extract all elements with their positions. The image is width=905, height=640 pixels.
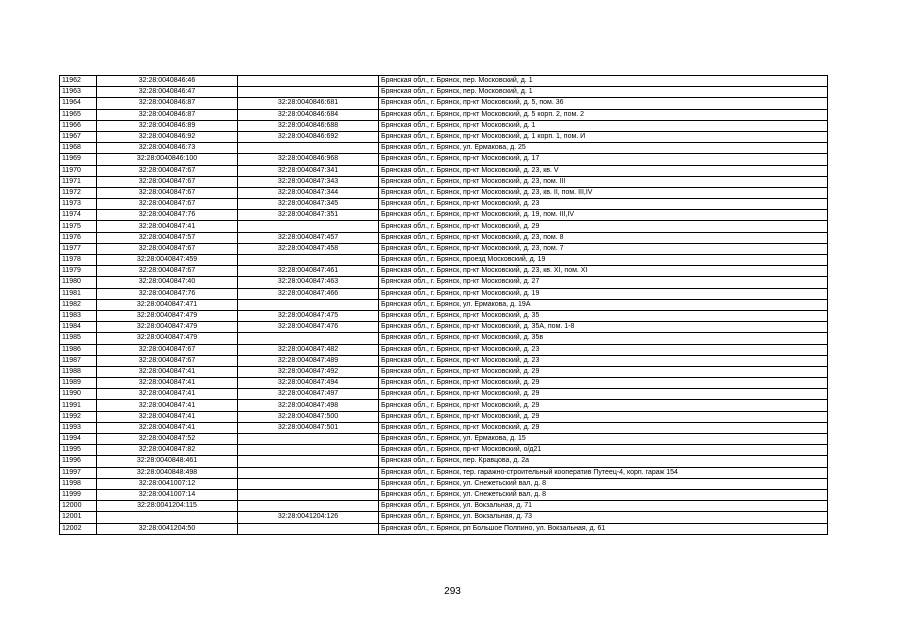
table-row bbox=[60, 199, 828, 210]
table-row bbox=[60, 232, 828, 243]
address-cell: Брянская обл., г. Брянск, ул. Ермакова, д. 19А bbox=[379, 299, 828, 310]
row-number-cell: 11979 bbox=[60, 266, 97, 277]
object-number-cell bbox=[238, 434, 379, 445]
row-number-cell: 11987 bbox=[60, 355, 97, 366]
row-number-cell: 11966 bbox=[60, 120, 97, 131]
address-cell: Брянская обл., г. Брянск, пр-кт Московский, д. 17 bbox=[379, 154, 828, 165]
cadastral-number-cell: 32:28:0040847:41 bbox=[97, 389, 238, 400]
object-number-cell: 32:28:0040847:497 bbox=[238, 389, 379, 400]
table-row bbox=[60, 210, 828, 221]
table-row bbox=[60, 344, 828, 355]
object-number-cell: 32:28:0040847:345 bbox=[238, 199, 379, 210]
object-number-cell bbox=[238, 221, 379, 232]
address-cell: Брянская обл., г. Брянск, пр-кт Московский, д. 23, кв. II, пом. III,IV bbox=[379, 187, 828, 198]
row-number-cell: 12000 bbox=[60, 501, 97, 512]
cadastral-number-cell: 32:28:0040847:41 bbox=[97, 400, 238, 411]
row-number-cell: 12001 bbox=[60, 512, 97, 523]
cadastral-number-cell: 32:28:0040846:100 bbox=[97, 154, 238, 165]
cadastral-number-cell: 32:28:0040847:41 bbox=[97, 378, 238, 389]
table-row bbox=[60, 288, 828, 299]
row-number-cell: 11988 bbox=[60, 366, 97, 377]
cadastral-number-cell: 32:28:0040847:67 bbox=[97, 266, 238, 277]
address-cell: Брянская обл., г. Брянск, пр-кт Московский, д. 5 корп. 2, пом. 2 bbox=[379, 109, 828, 120]
cadastral-number-cell: 32:28:0040847:82 bbox=[97, 445, 238, 456]
row-number-cell: 11981 bbox=[60, 288, 97, 299]
row-number-cell: 11993 bbox=[60, 422, 97, 433]
object-number-cell: 32:28:0040847:463 bbox=[238, 277, 379, 288]
address-cell: Брянская обл., г. Брянск, тер. гаражно-строительный кооператив Путеец-4, корп. гараж 154 bbox=[379, 467, 828, 478]
table-row bbox=[60, 467, 828, 478]
address-cell: Брянская обл., г. Брянск, пр-кт Московский, д. 19 bbox=[379, 288, 828, 299]
cadastral-number-cell: 32:28:0040848:498 bbox=[97, 467, 238, 478]
row-number-cell: 11973 bbox=[60, 199, 97, 210]
object-number-cell bbox=[238, 255, 379, 266]
object-number-cell: 32:28:0040847:494 bbox=[238, 378, 379, 389]
table-row bbox=[60, 322, 828, 333]
cadastral-number-cell: 32:28:0040847:76 bbox=[97, 288, 238, 299]
table-row bbox=[60, 221, 828, 232]
address-cell: Брянская обл., г. Брянск, пр-кт Московский, д. 23 bbox=[379, 355, 828, 366]
object-number-cell: 32:28:0040846:692 bbox=[238, 131, 379, 142]
cadastral-number-cell: 32:28:0041204:115 bbox=[97, 501, 238, 512]
cadastral-number-cell: 32:28:0040846:46 bbox=[97, 76, 238, 87]
table-row bbox=[60, 523, 828, 534]
table-row bbox=[60, 389, 828, 400]
cadastral-number-cell: 32:28:0040847:67 bbox=[97, 165, 238, 176]
cadastral-number-cell: 32:28:0040847:67 bbox=[97, 176, 238, 187]
object-number-cell: 32:28:0040847:466 bbox=[238, 288, 379, 299]
row-number-cell: 11971 bbox=[60, 176, 97, 187]
object-number-cell: 32:28:0040846:681 bbox=[238, 98, 379, 109]
table-row bbox=[60, 165, 828, 176]
cadastral-number-cell: 32:28:0040846:47 bbox=[97, 87, 238, 98]
table-row bbox=[60, 456, 828, 467]
object-number-cell bbox=[238, 87, 379, 98]
cadastral-number-cell: 32:28:0040847:76 bbox=[97, 210, 238, 221]
row-number-cell: 11965 bbox=[60, 109, 97, 120]
object-number-cell bbox=[238, 489, 379, 500]
cadastral-number-cell: 32:28:0041007:14 bbox=[97, 489, 238, 500]
address-cell: Брянская обл., г. Брянск, проезд Московский, д. 19 bbox=[379, 255, 828, 266]
address-cell: Брянская обл., г. Брянск, пр-кт Московский, д. 23 bbox=[379, 344, 828, 355]
row-number-cell: 11976 bbox=[60, 232, 97, 243]
table-row bbox=[60, 478, 828, 489]
cadastral-number-cell: 32:28:0040847:41 bbox=[97, 221, 238, 232]
cadastral-number-cell: 32:28:0040846:87 bbox=[97, 109, 238, 120]
cadastral-number-cell: 32:28:0040847:67 bbox=[97, 187, 238, 198]
row-number-cell: 11995 bbox=[60, 445, 97, 456]
table-row bbox=[60, 378, 828, 389]
row-number-cell: 11989 bbox=[60, 378, 97, 389]
row-number-cell: 11970 bbox=[60, 165, 97, 176]
table-row bbox=[60, 299, 828, 310]
object-number-cell bbox=[238, 445, 379, 456]
address-cell: Брянская обл., г. Брянск, пер. Кравцова, д. 2а bbox=[379, 456, 828, 467]
address-cell: Брянская обл., г. Брянск, пр-кт Московский, д. 29 bbox=[379, 221, 828, 232]
cadastral-number-cell: 32:28:0040847:479 bbox=[97, 310, 238, 321]
object-number-cell bbox=[238, 299, 379, 310]
table-row bbox=[60, 411, 828, 422]
address-cell: Брянская обл., г. Брянск, пр-кт Московский, д. 23, пом. 7 bbox=[379, 243, 828, 254]
cadastral-number-cell: 32:28:0041007:12 bbox=[97, 478, 238, 489]
row-number-cell: 11999 bbox=[60, 489, 97, 500]
cadastral-number-cell: 32:28:0040847:57 bbox=[97, 232, 238, 243]
address-cell: Брянская обл., г. Брянск, ул. Снежетьский вал, д. 8 bbox=[379, 478, 828, 489]
table-row bbox=[60, 187, 828, 198]
table-row bbox=[60, 422, 828, 433]
table-row bbox=[60, 445, 828, 456]
row-number-cell: 11990 bbox=[60, 389, 97, 400]
address-cell: Брянская обл., г. Брянск, ул. Снежетьский вал, д. 8 bbox=[379, 489, 828, 500]
cadastral-number-cell: 32:28:0040847:41 bbox=[97, 422, 238, 433]
object-number-cell: 32:28:0040847:498 bbox=[238, 400, 379, 411]
row-number-cell: 11962 bbox=[60, 76, 97, 87]
table-row bbox=[60, 120, 828, 131]
object-number-cell bbox=[238, 523, 379, 534]
object-number-cell: 32:28:0040846:968 bbox=[238, 154, 379, 165]
cadastral-number-cell: 32:28:0040847:479 bbox=[97, 322, 238, 333]
row-number-cell: 11994 bbox=[60, 434, 97, 445]
row-number-cell: 12002 bbox=[60, 523, 97, 534]
row-number-cell: 11964 bbox=[60, 98, 97, 109]
row-number-cell: 11974 bbox=[60, 210, 97, 221]
object-number-cell bbox=[238, 76, 379, 87]
cadastral-number-cell: 32:28:0040846:89 bbox=[97, 120, 238, 131]
table-row bbox=[60, 98, 828, 109]
row-number-cell: 11980 bbox=[60, 277, 97, 288]
object-number-cell: 32:28:0040847:341 bbox=[238, 165, 379, 176]
row-number-cell: 11968 bbox=[60, 143, 97, 154]
address-cell: Брянская обл., г. Брянск, пр-кт Московский, д. 29 bbox=[379, 378, 828, 389]
table-row bbox=[60, 333, 828, 344]
object-number-cell bbox=[238, 456, 379, 467]
address-cell: Брянская обл., г. Брянск, пр-кт Московский, д. 19, пом. III,IV bbox=[379, 210, 828, 221]
table-row bbox=[60, 310, 828, 321]
row-number-cell: 11977 bbox=[60, 243, 97, 254]
table-row bbox=[60, 489, 828, 500]
address-cell: Брянская обл., г. Брянск, ул. Ермакова, д. 15 bbox=[379, 434, 828, 445]
object-number-cell: 32:28:0040847:489 bbox=[238, 355, 379, 366]
object-number-cell: 32:28:0040847:501 bbox=[238, 422, 379, 433]
object-number-cell: 32:28:0040846:688 bbox=[238, 120, 379, 131]
cadastral-number-cell: 32:28:0040847:67 bbox=[97, 199, 238, 210]
table-row bbox=[60, 109, 828, 120]
table-row bbox=[60, 400, 828, 411]
address-cell: Брянская обл., г. Брянск, пер. Московский, д. 1 bbox=[379, 87, 828, 98]
cadastral-number-cell: 32:28:0040847:40 bbox=[97, 277, 238, 288]
cadastral-number-cell: 32:28:0040846:92 bbox=[97, 131, 238, 142]
row-number-cell: 11997 bbox=[60, 467, 97, 478]
row-number-cell: 11969 bbox=[60, 154, 97, 165]
object-number-cell: 32:28:0040847:351 bbox=[238, 210, 379, 221]
table-row bbox=[60, 143, 828, 154]
cadastral-number-cell: 32:28:0040847:52 bbox=[97, 434, 238, 445]
address-cell: Брянская обл., г. Брянск, ул. Вокзальная, д. 71 bbox=[379, 501, 828, 512]
page-number: 293 bbox=[444, 586, 461, 597]
cadastral-number-cell: 32:28:0040846:73 bbox=[97, 143, 238, 154]
object-number-cell: 32:28:0040847:500 bbox=[238, 411, 379, 422]
object-number-cell bbox=[238, 478, 379, 489]
address-cell: Брянская обл., г. Брянск, пр-кт Московский, д. 29 bbox=[379, 411, 828, 422]
address-cell: Брянская обл., г. Брянск, пр-кт Московский, д. 29 bbox=[379, 422, 828, 433]
address-cell: Брянская обл., г. Брянск, пр-кт Московский, д. 35А, пом. 1-8 bbox=[379, 322, 828, 333]
cadastral-number-cell: 32:28:0040847:459 bbox=[97, 255, 238, 266]
registry-table bbox=[59, 75, 828, 535]
address-cell: Брянская обл., г. Брянск, пр-кт Московский, д. 27 bbox=[379, 277, 828, 288]
address-cell: Брянская обл., г. Брянск, пр-кт Московский, д. 5, пом. 36 bbox=[379, 98, 828, 109]
cadastral-number-cell: 32:28:0041204:50 bbox=[97, 523, 238, 534]
row-number-cell: 11985 bbox=[60, 333, 97, 344]
cadastral-number-cell: 32:28:0040848:461 bbox=[97, 456, 238, 467]
address-cell: Брянская обл., г. Брянск, пр-кт Московский, д. 23, кв. V bbox=[379, 165, 828, 176]
row-number-cell: 11982 bbox=[60, 299, 97, 310]
address-cell: Брянская обл., г. Брянск, пр-кт Московский, д. 1 корп. 1, пом. И bbox=[379, 131, 828, 142]
object-number-cell: 32:28:0040847:458 bbox=[238, 243, 379, 254]
row-number-cell: 11983 bbox=[60, 310, 97, 321]
object-number-cell: 32:28:0040847:476 bbox=[238, 322, 379, 333]
table-row bbox=[60, 355, 828, 366]
table-row bbox=[60, 434, 828, 445]
cadastral-number-cell: 32:28:0040846:87 bbox=[97, 98, 238, 109]
cadastral-number-cell: 32:28:0040847:41 bbox=[97, 366, 238, 377]
cadastral-number-cell: 32:28:0040847:67 bbox=[97, 355, 238, 366]
row-number-cell: 11986 bbox=[60, 344, 97, 355]
row-number-cell: 11996 bbox=[60, 456, 97, 467]
address-cell: Брянская обл., г. Брянск, пр-кт Московский, д. 23, пом. III bbox=[379, 176, 828, 187]
table-row bbox=[60, 266, 828, 277]
table-row bbox=[60, 154, 828, 165]
table-row bbox=[60, 176, 828, 187]
cadastral-number-cell: 32:28:0040847:479 bbox=[97, 333, 238, 344]
row-number-cell: 11972 bbox=[60, 187, 97, 198]
row-number-cell: 11984 bbox=[60, 322, 97, 333]
address-cell: Брянская обл., г. Брянск, ул. Вокзальная, д. 73 bbox=[379, 512, 828, 523]
cadastral-number-cell bbox=[97, 512, 238, 523]
address-cell: Брянская обл., г. Брянск, пер. Московский, д. 1 bbox=[379, 76, 828, 87]
object-number-cell bbox=[238, 501, 379, 512]
cadastral-number-cell: 32:28:0040847:67 bbox=[97, 243, 238, 254]
object-number-cell: 32:28:0040847:482 bbox=[238, 344, 379, 355]
table-row bbox=[60, 255, 828, 266]
object-number-cell bbox=[238, 143, 379, 154]
table-row bbox=[60, 501, 828, 512]
object-number-cell bbox=[238, 467, 379, 478]
row-number-cell: 11992 bbox=[60, 411, 97, 422]
table-row bbox=[60, 277, 828, 288]
address-cell: Брянская обл., г. Брянск, пр-кт Московский, д. 29 bbox=[379, 389, 828, 400]
table-row bbox=[60, 76, 828, 87]
row-number-cell: 11978 bbox=[60, 255, 97, 266]
address-cell: Брянская обл., г. Брянск, рп Большое Полпино, ул. Вокзальная, д. 61 bbox=[379, 523, 828, 534]
table-row bbox=[60, 131, 828, 142]
cadastral-number-cell: 32:28:0040847:471 bbox=[97, 299, 238, 310]
address-cell: Брянская обл., г. Брянск, пр-кт Московский, д. 35в bbox=[379, 333, 828, 344]
object-number-cell bbox=[238, 333, 379, 344]
cadastral-number-cell: 32:28:0040847:41 bbox=[97, 411, 238, 422]
object-number-cell: 32:28:0040847:457 bbox=[238, 232, 379, 243]
address-cell: Брянская обл., г. Брянск, пр-кт Московский, д. 23, пом. 8 bbox=[379, 232, 828, 243]
object-number-cell: 32:28:0040847:492 bbox=[238, 366, 379, 377]
table-row bbox=[60, 243, 828, 254]
registry-table-body bbox=[60, 76, 828, 535]
object-number-cell: 32:28:0040847:343 bbox=[238, 176, 379, 187]
row-number-cell: 11975 bbox=[60, 221, 97, 232]
object-number-cell: 32:28:0040847:461 bbox=[238, 266, 379, 277]
row-number-cell: 11967 bbox=[60, 131, 97, 142]
address-cell: Брянская обл., г. Брянск, пр-кт Московский, д. 29 bbox=[379, 366, 828, 377]
object-number-cell: 32:28:0040846:684 bbox=[238, 109, 379, 120]
address-cell: Брянская обл., г. Брянск, ул. Ермакова, д. 25 bbox=[379, 143, 828, 154]
table-row bbox=[60, 512, 828, 523]
table-row bbox=[60, 87, 828, 98]
cadastral-number-cell: 32:28:0040847:67 bbox=[97, 344, 238, 355]
row-number-cell: 11998 bbox=[60, 478, 97, 489]
object-number-cell: 32:28:0040847:344 bbox=[238, 187, 379, 198]
row-number-cell: 11991 bbox=[60, 400, 97, 411]
address-cell: Брянская обл., г. Брянск, пр-кт Московский, д. 23 bbox=[379, 199, 828, 210]
address-cell: Брянская обл., г. Брянск, пр-кт Московский, д. 1 bbox=[379, 120, 828, 131]
address-cell: Брянская обл., г. Брянск, пр-кт Московский, д. 29 bbox=[379, 400, 828, 411]
address-cell: Брянская обл., г. Брянск, пр-кт Московский, д. 35 bbox=[379, 310, 828, 321]
row-number-cell: 11963 bbox=[60, 87, 97, 98]
table-row bbox=[60, 366, 828, 377]
address-cell: Брянская обл., г. Брянск, пр-кт Московский, д. 23, кв. XI, пом. XI bbox=[379, 266, 828, 277]
object-number-cell: 32:28:0040847:475 bbox=[238, 310, 379, 321]
object-number-cell: 32:28:0041204:126 bbox=[238, 512, 379, 523]
address-cell: Брянская обл., г. Брянск, пр-кт Московский, о/д21 bbox=[379, 445, 828, 456]
